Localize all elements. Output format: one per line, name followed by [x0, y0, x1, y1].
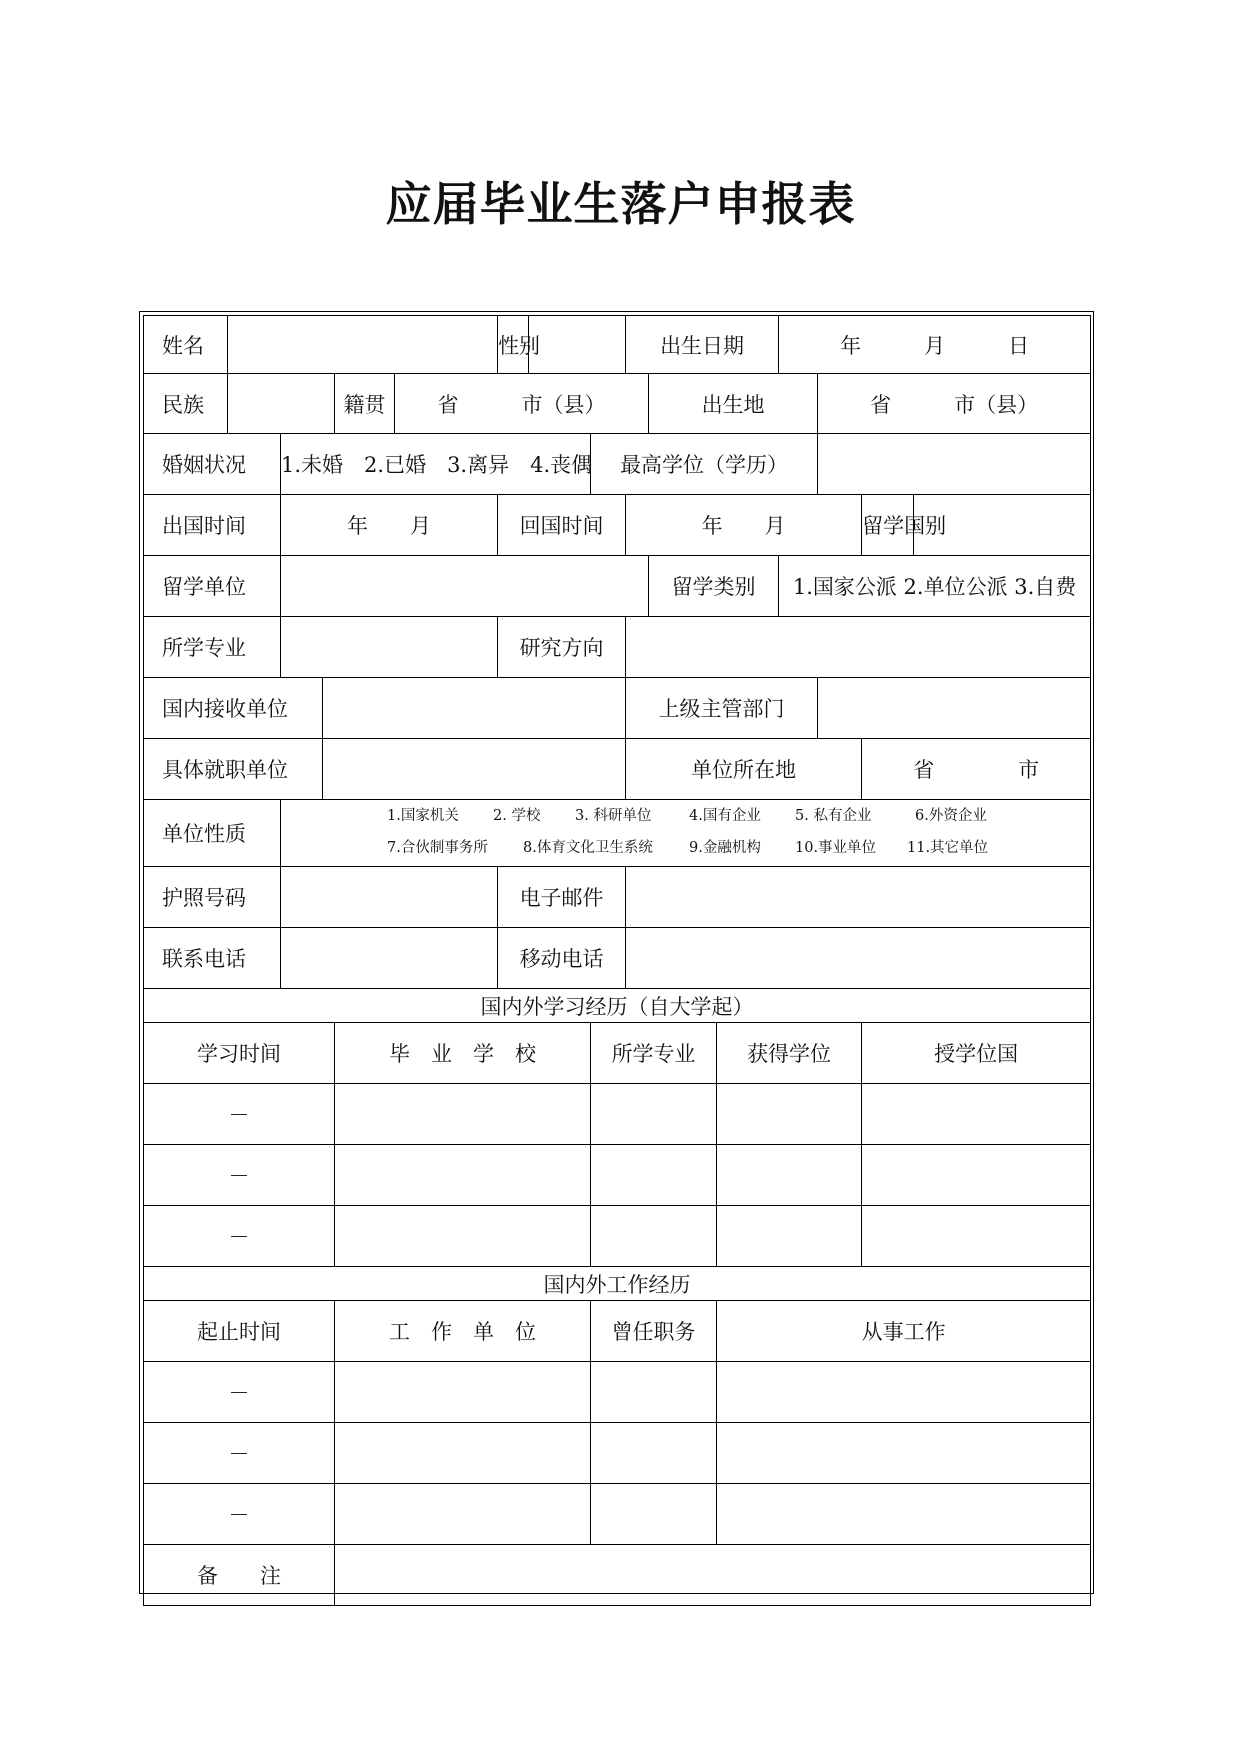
unit-nature-label: 单位性质: [144, 800, 281, 867]
form-row-passport: [144, 867, 1091, 928]
work-duties-field[interactable]: [717, 1423, 1091, 1484]
form-row-unit-nature: [144, 800, 1091, 867]
edu-header-degree-country: 授学位国: [862, 1023, 1091, 1084]
work-row: [144, 1362, 1091, 1423]
depart-time-label: 出国时间: [144, 495, 281, 556]
highest-degree-label: 最高学位（学历）: [591, 434, 818, 495]
work-time-field[interactable]: －: [144, 1362, 335, 1423]
education-row: [144, 1084, 1091, 1145]
option-item[interactable]: 10.事业单位: [795, 839, 877, 856]
employer-label: 具体就职单位: [144, 739, 323, 800]
study-type-label: 留学类别: [649, 556, 779, 617]
option-item[interactable]: 2. 学校: [493, 807, 541, 824]
passport-label: 护照号码: [144, 867, 281, 928]
work-position-field[interactable]: [591, 1423, 717, 1484]
form-row-phone: [144, 928, 1091, 989]
return-time-label: 回国时间: [498, 495, 626, 556]
work-duties-field[interactable]: [717, 1362, 1091, 1423]
receiving-unit-label: 国内接收单位: [144, 678, 323, 739]
remarks-label: 备 注: [144, 1545, 335, 1606]
highest-degree-field[interactable]: [818, 434, 1091, 495]
form-row-marital: [144, 434, 1091, 495]
marital-status-label: 婚姻状况: [144, 434, 281, 495]
form-row-employer: [144, 739, 1091, 800]
major-label: 所学专业: [144, 617, 281, 678]
option-item[interactable]: 11.其它单位: [907, 839, 989, 856]
superior-dept-label: 上级主管部门: [626, 678, 818, 739]
mobile-field[interactable]: [626, 928, 1091, 989]
option-item[interactable]: 7.合伙制事务所: [387, 839, 488, 856]
work-row: [144, 1484, 1091, 1545]
work-row: [144, 1423, 1091, 1484]
work-position-field[interactable]: [591, 1362, 717, 1423]
option-item[interactable]: 9.金融机构: [689, 839, 761, 856]
passport-field[interactable]: [281, 867, 498, 928]
page-title: 应届毕业生落户申报表: [385, 177, 856, 231]
form-row-abroad-time: [144, 495, 1091, 556]
native-place-label: 籍贯: [335, 374, 395, 434]
email-label: 电子邮件: [498, 867, 626, 928]
native-place-field[interactable]: 省 市（县）: [395, 374, 649, 434]
edu-major-field[interactable]: [591, 1145, 717, 1206]
study-country-label: 留学国别: [862, 495, 914, 556]
form-row-study-unit: [144, 556, 1091, 617]
gender-label: 性别: [498, 316, 529, 374]
birth-date-label: 出生日期: [626, 316, 779, 374]
work-header-duties: 从事工作: [717, 1301, 1091, 1362]
edu-degree-field[interactable]: [717, 1206, 862, 1267]
application-form: [143, 315, 1091, 1606]
work-employer-field[interactable]: [335, 1484, 591, 1545]
work-position-field[interactable]: [591, 1484, 717, 1545]
edu-degree-field[interactable]: [717, 1145, 862, 1206]
unit-nature-options-line1: [281, 800, 1090, 832]
work-duties-field[interactable]: [717, 1484, 1091, 1545]
work-employer-field[interactable]: [335, 1423, 591, 1484]
birth-date-field[interactable]: 年 月 日: [779, 316, 1091, 374]
study-unit-field[interactable]: [281, 556, 649, 617]
work-employer-field[interactable]: [335, 1362, 591, 1423]
education-section-header: [144, 989, 1091, 1023]
ethnicity-label: 民族: [144, 374, 228, 434]
marital-status-options[interactable]: 1.未婚 2.已婚 3.离异 4.丧偶: [281, 434, 591, 495]
depart-time-field[interactable]: 年 月: [281, 495, 498, 556]
superior-dept-field[interactable]: [818, 678, 1091, 739]
work-header-employer: 工 作 单 位: [335, 1301, 591, 1362]
form-row-basic-1: [144, 316, 1091, 374]
return-time-field[interactable]: 年 月: [626, 495, 862, 556]
edu-header-school: 毕 业 学 校: [335, 1023, 591, 1084]
remarks-row: [144, 1545, 1091, 1606]
edu-school-field[interactable]: [335, 1084, 591, 1145]
edu-country-field[interactable]: [862, 1206, 1091, 1267]
name-label: 姓名: [144, 316, 228, 374]
mobile-label: 移动电话: [498, 928, 626, 989]
edu-header-degree: 获得学位: [717, 1023, 862, 1084]
gender-field[interactable]: [529, 316, 626, 374]
form-row-major: [144, 617, 1091, 678]
form-row-receiving-unit: [144, 678, 1091, 739]
option-item[interactable]: 4.国有企业: [689, 807, 761, 824]
work-section-header: [144, 1267, 1091, 1301]
edu-school-field[interactable]: [335, 1145, 591, 1206]
receiving-unit-field[interactable]: [323, 678, 626, 739]
employer-field[interactable]: [323, 739, 626, 800]
edu-country-field[interactable]: [862, 1084, 1091, 1145]
work-header-period: 起止时间: [144, 1301, 335, 1362]
work-time-field[interactable]: －: [144, 1423, 335, 1484]
option-item[interactable]: 8.体育文化卫生系统: [523, 839, 653, 856]
birthplace-field[interactable]: 省 市（县）: [818, 374, 1091, 434]
option-item[interactable]: 6.外资企业: [915, 807, 987, 824]
ethnicity-field[interactable]: [228, 374, 335, 434]
employer-location-label: 单位所在地: [626, 739, 862, 800]
edu-time-field[interactable]: －: [144, 1145, 335, 1206]
option-item[interactable]: 1.国家机关: [387, 807, 459, 824]
unit-nature-options-line2: [281, 832, 1090, 864]
study-unit-label: 留学单位: [144, 556, 281, 617]
phone-field[interactable]: [281, 928, 498, 989]
education-row: [144, 1206, 1091, 1267]
option-item[interactable]: 5. 私有企业: [795, 807, 872, 824]
education-column-headers: [144, 1023, 1091, 1084]
unit-nature-options[interactable]: [281, 800, 1091, 867]
study-type-options[interactable]: 1.国家公派 2.单位公派 3.自费: [779, 556, 1091, 617]
edu-country-field[interactable]: [862, 1145, 1091, 1206]
edu-time-field[interactable]: －: [144, 1084, 335, 1145]
edu-time-field[interactable]: －: [144, 1206, 335, 1267]
edu-major-field[interactable]: [591, 1206, 717, 1267]
work-time-field[interactable]: －: [144, 1484, 335, 1545]
research-direction-field[interactable]: [626, 617, 1091, 678]
edu-header-major: 所学专业: [591, 1023, 717, 1084]
work-section-title: 国内外工作经历: [144, 1267, 1091, 1301]
edu-degree-field[interactable]: [717, 1084, 862, 1145]
option-item[interactable]: 3. 科研单位: [575, 807, 652, 824]
form-row-basic-2: [144, 374, 1091, 434]
education-section-title: 国内外学习经历（自大学起）: [144, 989, 1091, 1023]
education-row: [144, 1145, 1091, 1206]
edu-school-field[interactable]: [335, 1206, 591, 1267]
work-column-headers: [144, 1301, 1091, 1362]
email-field[interactable]: [626, 867, 1091, 928]
remarks-field[interactable]: [335, 1545, 1091, 1606]
edu-major-field[interactable]: [591, 1084, 717, 1145]
work-header-position: 曾任职务: [591, 1301, 717, 1362]
name-field[interactable]: [228, 316, 498, 374]
major-field[interactable]: [281, 617, 498, 678]
employer-location-field[interactable]: 省 市: [862, 739, 1091, 800]
phone-label: 联系电话: [144, 928, 281, 989]
edu-header-study-time: 学习时间: [144, 1023, 335, 1084]
research-direction-label: 研究方向: [498, 617, 626, 678]
birthplace-label: 出生地: [649, 374, 818, 434]
